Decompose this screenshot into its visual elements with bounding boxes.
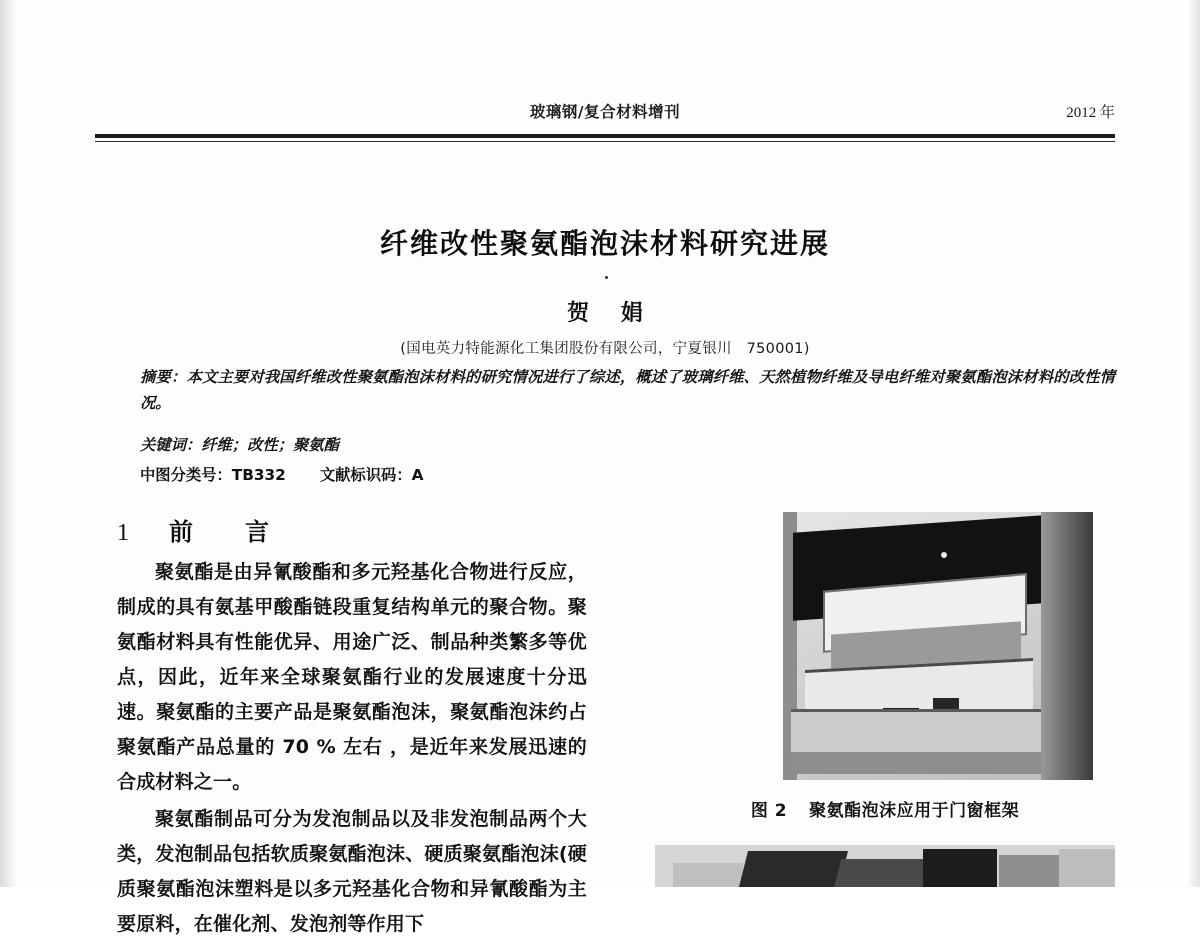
- figure-2-image: [655, 512, 1115, 780]
- figure-3-image-partial: [655, 845, 1115, 887]
- right-column: [655, 512, 1115, 821]
- section-heading: [117, 512, 587, 547]
- article-title: 纤维改性聚氨酯泡沫材料研究进展: [379, 227, 830, 260]
- clc-label: 中图分类号：: [140, 466, 232, 484]
- keywords-block: [140, 433, 1115, 455]
- section-number: 1: [117, 520, 130, 546]
- abstract-block: [140, 364, 1115, 416]
- body-paragraph-2: 聚氨酯制品可分为发泡制品以及非发泡制品两个大类，发泡制品包括软质聚氨酯泡沫、硬质聚氨酯泡沫(硬质聚氨酯泡沫塑料是以多元羟基化合物和异氰酸酯为主要原料，在催化剂、发泡剂等作用下: [117, 808, 587, 935]
- publication-year: 2012 年: [1066, 105, 1115, 121]
- doccode-value: A: [411, 466, 424, 484]
- title-ornament-dot: [605, 276, 608, 279]
- machine-photo: [783, 512, 1093, 780]
- author-affiliation: (国电英力特能源化工集团股份有限公司，宁夏银川 750001): [400, 341, 810, 357]
- figure-2-label: 图 2: [750, 801, 788, 821]
- section-title: 前 言: [169, 518, 283, 546]
- header-rule-thick: [95, 134, 1115, 138]
- page-content: [95, 0, 1115, 935]
- journal-name: 玻璃钢/复合材料增刊: [529, 103, 681, 121]
- running-head: [95, 100, 1115, 130]
- body-paragraph-1: 聚氨酯是由异氰酸酯和多元羟基化合物进行反应，制成的具有氨基甲酸酯链段重复结构单元的聚合物。聚氨酯材料具有性能优异、用途广泛、制品种类繁多等优点，因此，近年来全球聚氨酯行业的发展速度十分迅速。聚氨酯的主要产品是聚氨酯泡沫，聚氨酯泡沫约占聚氨酯产品总量的 70 % 左右 ，是近年来发展迅速的合成材料之一。: [117, 561, 587, 793]
- left-column: [117, 512, 587, 942]
- abstract-text: 本文主要对我国纤维改性聚氨酯泡沫材料的研究情况进行了综述，概述了玻璃纤维、天然植物纤维及导电纤维对聚氨酯泡沫材料的改性情况。: [140, 368, 1115, 412]
- keywords-text: 纤维；改性；聚氨酯: [201, 436, 339, 454]
- article-author: 贺 娟: [567, 301, 655, 326]
- figure-2-caption: [655, 796, 1115, 821]
- classification-block: [140, 463, 1115, 485]
- clc-value: TB332: [231, 466, 286, 484]
- keywords-label: 关键词：: [140, 436, 202, 454]
- doccode-label: 文献标识码：: [319, 466, 412, 484]
- header-rule-thin: [95, 141, 1115, 142]
- abstract-label: 摘要：: [140, 368, 187, 386]
- figure-2-caption-text: 聚氨酯泡沫应用于门窗框架: [809, 801, 1020, 821]
